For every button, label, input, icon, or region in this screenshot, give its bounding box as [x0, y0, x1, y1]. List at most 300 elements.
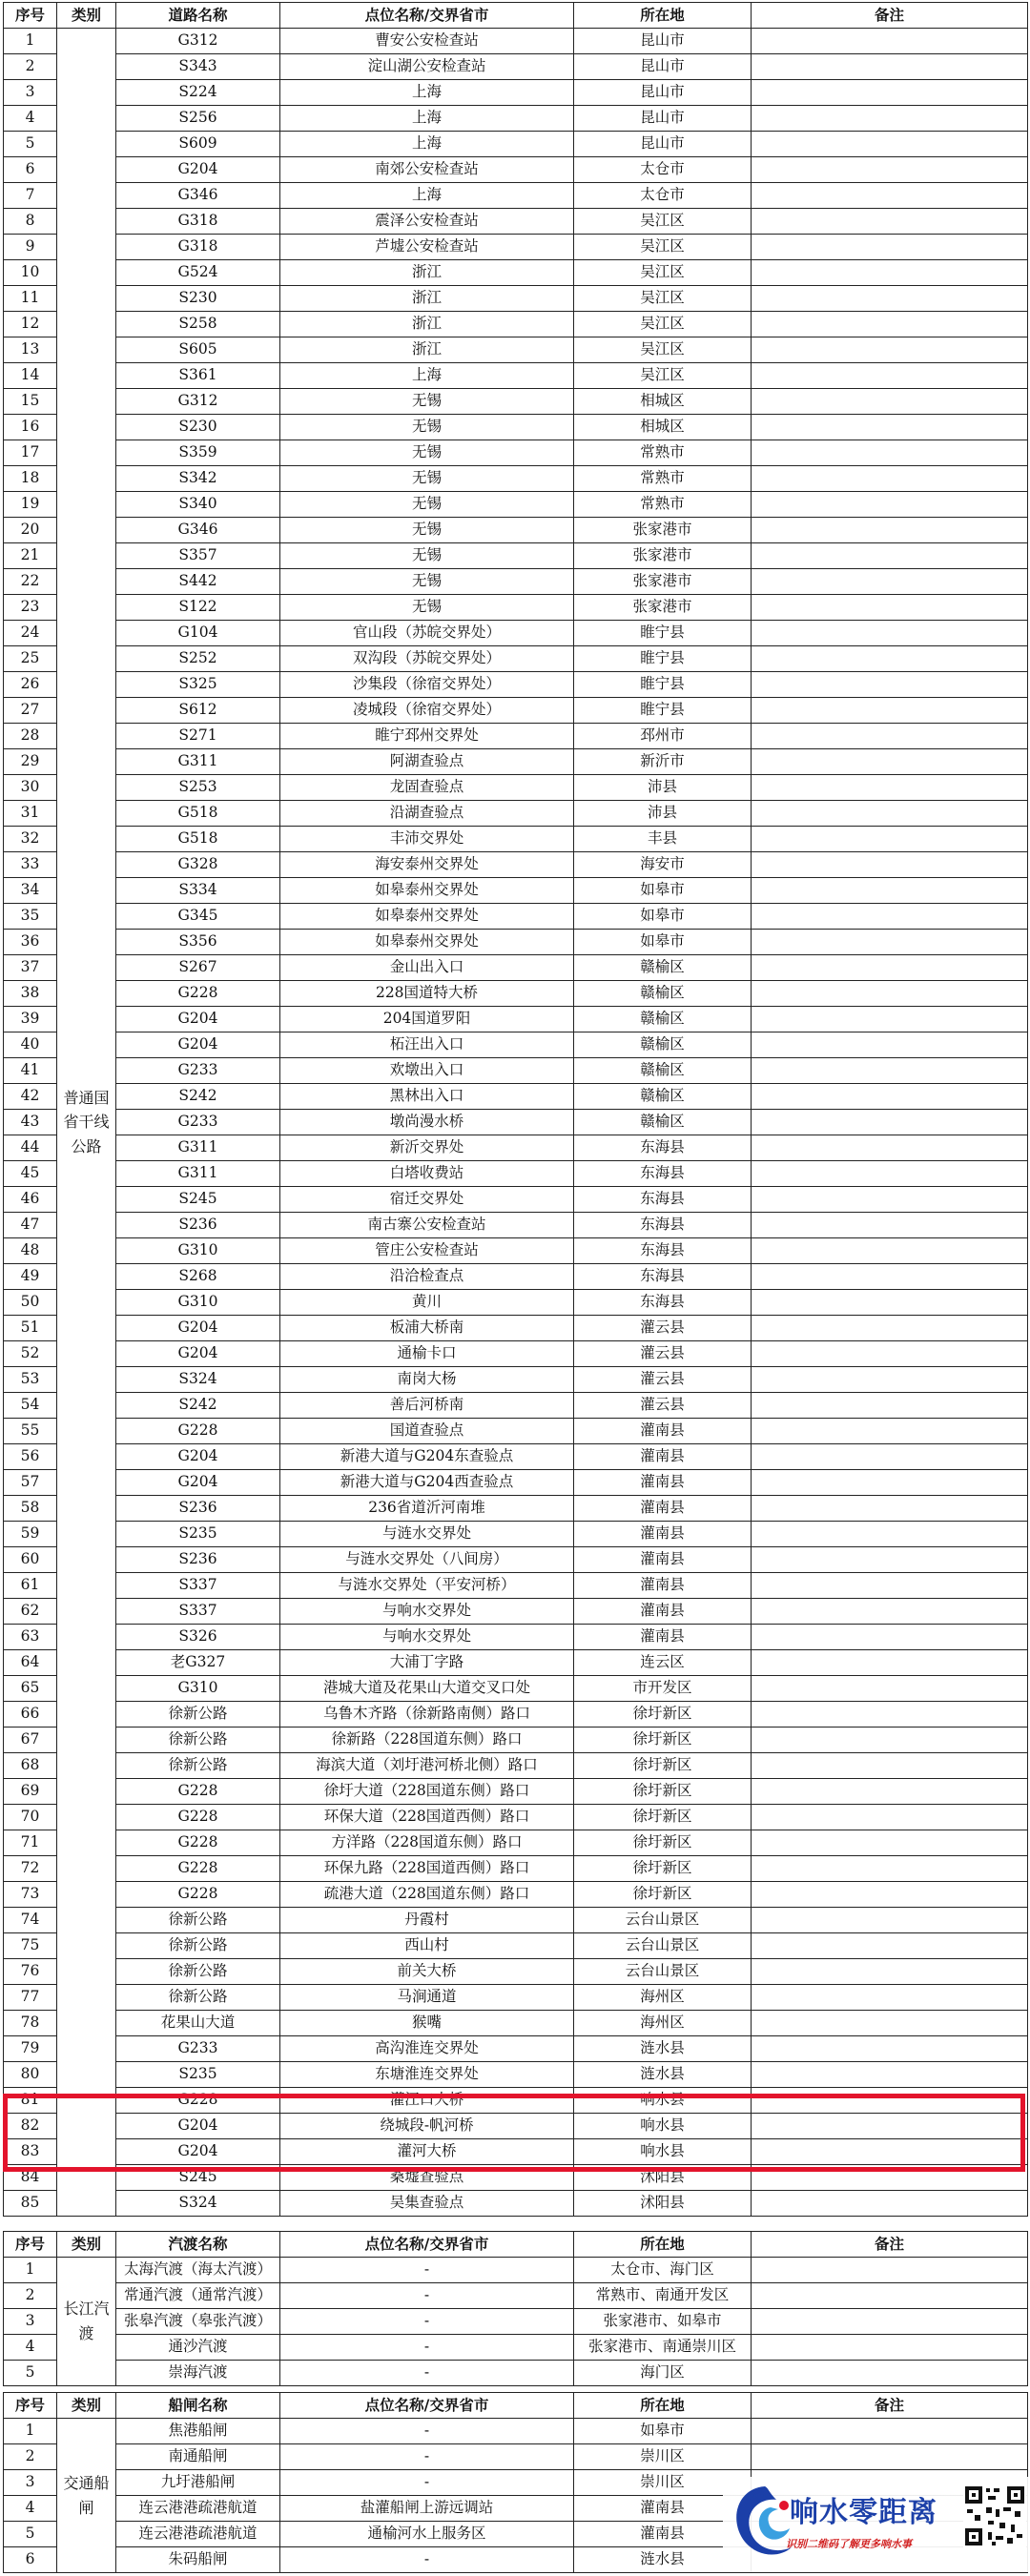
table-row: [4, 54, 1028, 80]
row-index: 10: [4, 260, 57, 286]
table-row: [4, 440, 1028, 466]
row-index: 44: [4, 1135, 57, 1161]
row-remarks: [752, 1161, 1028, 1187]
row-index: 39: [4, 1007, 57, 1032]
row-name: S342: [116, 466, 280, 492]
row-remarks: [752, 1187, 1028, 1213]
row-name: G312: [116, 389, 280, 415]
row-name: S359: [116, 440, 280, 466]
table-row: [4, 363, 1028, 389]
table-header-row: [4, 2232, 1028, 2258]
row-location: 张家港市: [574, 569, 752, 595]
header-category: 类别: [57, 3, 116, 29]
row-name: G312: [116, 29, 280, 54]
row-location: 云台山景区: [574, 1933, 752, 1959]
row-location: 昆山市: [574, 106, 752, 132]
row-checkpoint: 管庄公安检查站: [280, 1238, 574, 1264]
row-index: 5: [4, 2361, 57, 2386]
row-checkpoint: 浙江: [280, 286, 574, 312]
row-index: 4: [4, 2496, 57, 2522]
row-location: 昆山市: [574, 29, 752, 54]
table-row: [4, 2191, 1028, 2217]
row-remarks: [752, 981, 1028, 1007]
row-remarks: [752, 1625, 1028, 1650]
table-row: [4, 1779, 1028, 1805]
row-checkpoint: 黄川: [280, 1290, 574, 1316]
row-index: 73: [4, 1882, 57, 1908]
row-index: 40: [4, 1032, 57, 1058]
row-location: 灌南县: [574, 1470, 752, 1496]
row-checkpoint: 通榆卡口: [280, 1341, 574, 1367]
table-row: [4, 286, 1028, 312]
row-remarks: [752, 2361, 1028, 2386]
row-location: 海安市: [574, 852, 752, 878]
row-index: 64: [4, 1650, 57, 1676]
row-remarks: [752, 2258, 1028, 2283]
row-name: G310: [116, 1238, 280, 1264]
row-remarks: [752, 1135, 1028, 1161]
table-row: [4, 775, 1028, 801]
row-checkpoint: 无锡: [280, 492, 574, 518]
row-remarks: [752, 1213, 1028, 1238]
row-location: 云台山景区: [574, 1908, 752, 1933]
row-index: 45: [4, 1161, 57, 1187]
row-checkpoint: 204国道罗阳: [280, 1007, 574, 1032]
row-location: 睢宁县: [574, 646, 752, 672]
row-location: 张家港市: [574, 543, 752, 569]
row-location: 灌南县: [574, 2522, 752, 2547]
row-index: 55: [4, 1419, 57, 1444]
row-checkpoint: 疏港大道（228国道东侧）路口: [280, 1882, 574, 1908]
category-cell: 普通国省干线公路: [57, 29, 116, 2217]
row-checkpoint: 上海: [280, 363, 574, 389]
header-location: 所在地: [574, 2393, 752, 2419]
row-checkpoint: 善后河桥南: [280, 1393, 574, 1419]
row-checkpoint: 与响水交界处: [280, 1625, 574, 1650]
row-location: 响水县: [574, 2139, 752, 2165]
row-name: G310: [116, 1676, 280, 1702]
table-row: [4, 1341, 1028, 1367]
row-name: S245: [116, 1187, 280, 1213]
row-remarks: [752, 2419, 1028, 2444]
row-checkpoint: 如皋泰州交界处: [280, 878, 574, 904]
row-index: 9: [4, 235, 57, 260]
row-location: 吴江区: [574, 235, 752, 260]
row-name: 徐新公路: [116, 1753, 280, 1779]
row-remarks: [752, 2139, 1028, 2165]
table-row: [4, 1393, 1028, 1419]
row-location: 赣榆区: [574, 1084, 752, 1110]
row-checkpoint: -: [280, 2283, 574, 2309]
table-row: [4, 1805, 1028, 1830]
row-index: 18: [4, 466, 57, 492]
row-checkpoint: 沿湖查验点: [280, 801, 574, 827]
table-row: [4, 1470, 1028, 1496]
row-remarks: [752, 1264, 1028, 1290]
row-remarks: [752, 1367, 1028, 1393]
table-row: [4, 1058, 1028, 1084]
row-name: S230: [116, 415, 280, 440]
row-location: 灌南县: [574, 1419, 752, 1444]
row-name: G204: [116, 1470, 280, 1496]
row-location: 睢宁县: [574, 698, 752, 724]
row-remarks: [752, 1830, 1028, 1856]
row-index: 46: [4, 1187, 57, 1213]
table-row: [4, 801, 1028, 827]
row-location: 常熟市: [574, 492, 752, 518]
row-remarks: [752, 466, 1028, 492]
row-index: 62: [4, 1599, 57, 1625]
row-remarks: [752, 1882, 1028, 1908]
row-index: 82: [4, 2114, 57, 2139]
row-remarks: [752, 1444, 1028, 1470]
row-index: 12: [4, 312, 57, 337]
row-location: 灌云县: [574, 1393, 752, 1419]
row-remarks: [752, 852, 1028, 878]
row-index: 48: [4, 1238, 57, 1264]
table-row: [4, 1599, 1028, 1625]
row-checkpoint: 曹安公安检查站: [280, 29, 574, 54]
row-location: 灌南县: [574, 2496, 752, 2522]
row-remarks: [752, 569, 1028, 595]
table-row: [4, 492, 1028, 518]
row-remarks: [752, 1985, 1028, 2011]
row-index: 60: [4, 1547, 57, 1573]
row-index: 11: [4, 286, 57, 312]
row-checkpoint: 阿湖查验点: [280, 749, 574, 775]
row-remarks: [752, 1290, 1028, 1316]
row-checkpoint: 官山段（苏皖交界处）: [280, 621, 574, 646]
row-remarks: [752, 1908, 1028, 1933]
row-name: S235: [116, 1522, 280, 1547]
header-remarks: 备注: [752, 3, 1028, 29]
watermark-subtitle: 识别二维码了解更多响水事: [786, 2538, 912, 2550]
row-remarks: [752, 286, 1028, 312]
header-remarks: 备注: [752, 2232, 1028, 2258]
row-remarks: [752, 260, 1028, 286]
table-row: [4, 698, 1028, 724]
header-road-name: 道路名称: [116, 3, 280, 29]
table-row: [4, 1625, 1028, 1650]
row-remarks: [752, 1522, 1028, 1547]
row-checkpoint: 港城大道及花果山大道交叉口处: [280, 1676, 574, 1702]
row-name: S256: [116, 106, 280, 132]
row-index: 42: [4, 1084, 57, 1110]
row-checkpoint: -: [280, 2547, 574, 2573]
row-location: 徐圩新区: [574, 1702, 752, 1728]
row-checkpoint: 无锡: [280, 569, 574, 595]
row-location: 徐圩新区: [574, 1882, 752, 1908]
table-row: [4, 80, 1028, 106]
row-location: 连云区: [574, 1650, 752, 1676]
row-remarks: [752, 1753, 1028, 1779]
row-remarks: [752, 1007, 1028, 1032]
row-name: G204: [116, 1007, 280, 1032]
row-checkpoint: 宿迁交界处: [280, 1187, 574, 1213]
row-remarks: [752, 595, 1028, 621]
row-name: G204: [116, 2114, 280, 2139]
row-location: 徐圩新区: [574, 1728, 752, 1753]
row-checkpoint: 与涟水交界处: [280, 1522, 574, 1547]
row-name: S356: [116, 930, 280, 955]
row-name: G311: [116, 749, 280, 775]
table-row: [4, 595, 1028, 621]
row-name: G318: [116, 235, 280, 260]
row-index: 36: [4, 930, 57, 955]
row-remarks: [752, 389, 1028, 415]
row-remarks: [752, 1496, 1028, 1522]
row-remarks: [752, 672, 1028, 698]
row-remarks: [752, 2062, 1028, 2088]
row-location: 云台山景区: [574, 1959, 752, 1985]
row-name: S245: [116, 2165, 280, 2191]
row-location: 相城区: [574, 389, 752, 415]
row-location: 睢宁县: [574, 621, 752, 646]
row-location: 东海县: [574, 1213, 752, 1238]
row-index: 28: [4, 724, 57, 749]
row-index: 32: [4, 827, 57, 852]
table-row: [4, 930, 1028, 955]
row-remarks: [752, 132, 1028, 157]
row-name: S324: [116, 2191, 280, 2217]
row-remarks: [752, 312, 1028, 337]
row-name: 徐新公路: [116, 1908, 280, 1933]
header-location: 所在地: [574, 2232, 752, 2258]
row-checkpoint: 欢墩出入口: [280, 1058, 574, 1084]
row-name: G228: [116, 1779, 280, 1805]
row-index: 5: [4, 2522, 57, 2547]
row-index: 8: [4, 209, 57, 235]
row-remarks: [752, 518, 1028, 543]
table-row: [4, 2011, 1028, 2036]
row-index: 79: [4, 2036, 57, 2062]
row-remarks: [752, 440, 1028, 466]
row-name: S236: [116, 1496, 280, 1522]
row-index: 4: [4, 2335, 57, 2361]
row-location: 丰县: [574, 827, 752, 852]
row-location: 灌南县: [574, 1522, 752, 1547]
row-location: 沛县: [574, 775, 752, 801]
row-remarks: [752, 543, 1028, 569]
row-location: 吴江区: [574, 312, 752, 337]
row-checkpoint: 大浦丁字路: [280, 1650, 574, 1676]
row-checkpoint: 236省道沂河南堆: [280, 1496, 574, 1522]
row-index: 3: [4, 80, 57, 106]
row-name: S612: [116, 698, 280, 724]
row-index: 68: [4, 1753, 57, 1779]
row-checkpoint: 新港大道与G204东查验点: [280, 1444, 574, 1470]
row-name: G311: [116, 1161, 280, 1187]
table-row: [4, 466, 1028, 492]
row-location: 崇川区: [574, 2470, 752, 2496]
row-name: G233: [116, 1110, 280, 1135]
row-name: G310: [116, 1290, 280, 1316]
header-checkpoint: 点位名称/交界省市: [280, 3, 574, 29]
row-name: S361: [116, 363, 280, 389]
row-name: G228: [116, 2088, 280, 2114]
table-row: [4, 2088, 1028, 2114]
row-remarks: [752, 1058, 1028, 1084]
row-checkpoint: 浙江: [280, 337, 574, 363]
row-name: S242: [116, 1084, 280, 1110]
header-checkpoint: 点位名称/交界省市: [280, 2232, 574, 2258]
row-location: 徐圩新区: [574, 1856, 752, 1882]
row-name: S236: [116, 1547, 280, 1573]
table-row: [4, 543, 1028, 569]
table-row: [4, 106, 1028, 132]
row-name: G233: [116, 2036, 280, 2062]
row-checkpoint: 海安泰州交界处: [280, 852, 574, 878]
category-cell: 长江汽渡: [57, 2258, 116, 2386]
row-location: 灌云县: [574, 1316, 752, 1341]
row-checkpoint: -: [280, 2335, 574, 2361]
row-name: S267: [116, 955, 280, 981]
row-remarks: [752, 2114, 1028, 2139]
row-checkpoint: 上海: [280, 106, 574, 132]
row-checkpoint: 乌鲁木齐路（徐新路南侧）路口: [280, 1702, 574, 1728]
row-index: 51: [4, 1316, 57, 1341]
row-name: S609: [116, 132, 280, 157]
row-location: 常熟市: [574, 466, 752, 492]
row-checkpoint: 环保大道（228国道西侧）路口: [280, 1805, 574, 1830]
table-row: [4, 337, 1028, 363]
row-location: 如皋市: [574, 930, 752, 955]
row-location: 昆山市: [574, 54, 752, 80]
table-row: [4, 2258, 1028, 2283]
row-remarks: [752, 106, 1028, 132]
row-index: 70: [4, 1805, 57, 1830]
row-remarks: [752, 1393, 1028, 1419]
row-name: G204: [116, 2139, 280, 2165]
row-index: 52: [4, 1341, 57, 1367]
row-checkpoint: 国道查验点: [280, 1419, 574, 1444]
table-row: [4, 724, 1028, 749]
row-name: 徐新公路: [116, 1959, 280, 1985]
row-checkpoint: 无锡: [280, 440, 574, 466]
table-row: [4, 904, 1028, 930]
row-checkpoint: 与涟水交界处（平安河桥）: [280, 1573, 574, 1599]
row-name: 徐新公路: [116, 1702, 280, 1728]
watermark: [723, 2477, 1030, 2572]
row-location: 相城区: [574, 415, 752, 440]
row-name: G204: [116, 1032, 280, 1058]
row-remarks: [752, 1341, 1028, 1367]
row-location: 灌云县: [574, 1341, 752, 1367]
row-location: 涟水县: [574, 2036, 752, 2062]
row-location: 张家港市: [574, 595, 752, 621]
table-row: [4, 1290, 1028, 1316]
row-remarks: [752, 1110, 1028, 1135]
row-index: 69: [4, 1779, 57, 1805]
table-row: [4, 827, 1028, 852]
table-row: [4, 1676, 1028, 1702]
row-remarks: [752, 646, 1028, 672]
row-index: 80: [4, 2062, 57, 2088]
row-location: 张家港市、南通崇川区: [574, 2335, 752, 2361]
row-location: 灌南县: [574, 1444, 752, 1470]
row-name: G518: [116, 801, 280, 827]
table-row: [4, 852, 1028, 878]
row-checkpoint: -: [280, 2444, 574, 2470]
table-row: [4, 1959, 1028, 1985]
row-remarks: [752, 1959, 1028, 1985]
row-index: 23: [4, 595, 57, 621]
row-name: G346: [116, 183, 280, 209]
row-remarks: [752, 1676, 1028, 1702]
row-name: G346: [116, 518, 280, 543]
table-row: [4, 1032, 1028, 1058]
row-checkpoint: 双沟段（苏皖交界处）: [280, 646, 574, 672]
row-checkpoint: 浙江: [280, 260, 574, 286]
row-checkpoint: 无锡: [280, 466, 574, 492]
row-name: G228: [116, 1882, 280, 1908]
row-index: 35: [4, 904, 57, 930]
row-checkpoint: 西山村: [280, 1933, 574, 1959]
row-index: 30: [4, 775, 57, 801]
table-row: [4, 1007, 1028, 1032]
row-index: 57: [4, 1470, 57, 1496]
row-index: 15: [4, 389, 57, 415]
table-row: [4, 1110, 1028, 1135]
row-checkpoint: 桑墟查验点: [280, 2165, 574, 2191]
row-location: 如皋市: [574, 904, 752, 930]
row-index: 13: [4, 337, 57, 363]
row-index: 53: [4, 1367, 57, 1393]
row-remarks: [752, 2309, 1028, 2335]
row-remarks: [752, 2191, 1028, 2217]
row-name: 常通汽渡（通常汽渡）: [116, 2283, 280, 2309]
table-row: [4, 749, 1028, 775]
header-category: 类别: [57, 2393, 116, 2419]
row-checkpoint: 上海: [280, 183, 574, 209]
row-name: G318: [116, 209, 280, 235]
category-cell: 交通船闸: [57, 2419, 116, 2573]
row-index: 7: [4, 183, 57, 209]
row-remarks: [752, 2165, 1028, 2191]
row-location: 灌南县: [574, 1573, 752, 1599]
row-remarks: [752, 2444, 1028, 2470]
row-location: 涟水县: [574, 2547, 752, 2573]
table-row: [4, 569, 1028, 595]
row-checkpoint: 前关大桥: [280, 1959, 574, 1985]
row-checkpoint: 淀山湖公安检查站: [280, 54, 574, 80]
row-remarks: [752, 183, 1028, 209]
row-remarks: [752, 157, 1028, 183]
row-name: 连云港港疏港航道: [116, 2496, 280, 2522]
row-remarks: [752, 698, 1028, 724]
table-row: [4, 132, 1028, 157]
row-name: S236: [116, 1213, 280, 1238]
row-name: 太海汽渡（海太汽渡）: [116, 2258, 280, 2283]
row-name: 焦港船闸: [116, 2419, 280, 2444]
table-row: [4, 1985, 1028, 2011]
row-index: 3: [4, 2309, 57, 2335]
row-remarks: [752, 827, 1028, 852]
row-location: 张家港市: [574, 518, 752, 543]
row-location: 海州区: [574, 1985, 752, 2011]
header-location: 所在地: [574, 3, 752, 29]
table-row: [4, 1830, 1028, 1856]
row-location: 灌南县: [574, 1496, 752, 1522]
row-checkpoint: 如皋泰州交界处: [280, 904, 574, 930]
row-remarks: [752, 1933, 1028, 1959]
row-index: 1: [4, 29, 57, 54]
row-name: 连云港港疏港航道: [116, 2522, 280, 2547]
qr-code-icon[interactable]: [963, 2484, 1026, 2547]
table-row: [4, 1187, 1028, 1213]
table-row: [4, 2165, 1028, 2191]
table-row: [4, 2283, 1028, 2309]
